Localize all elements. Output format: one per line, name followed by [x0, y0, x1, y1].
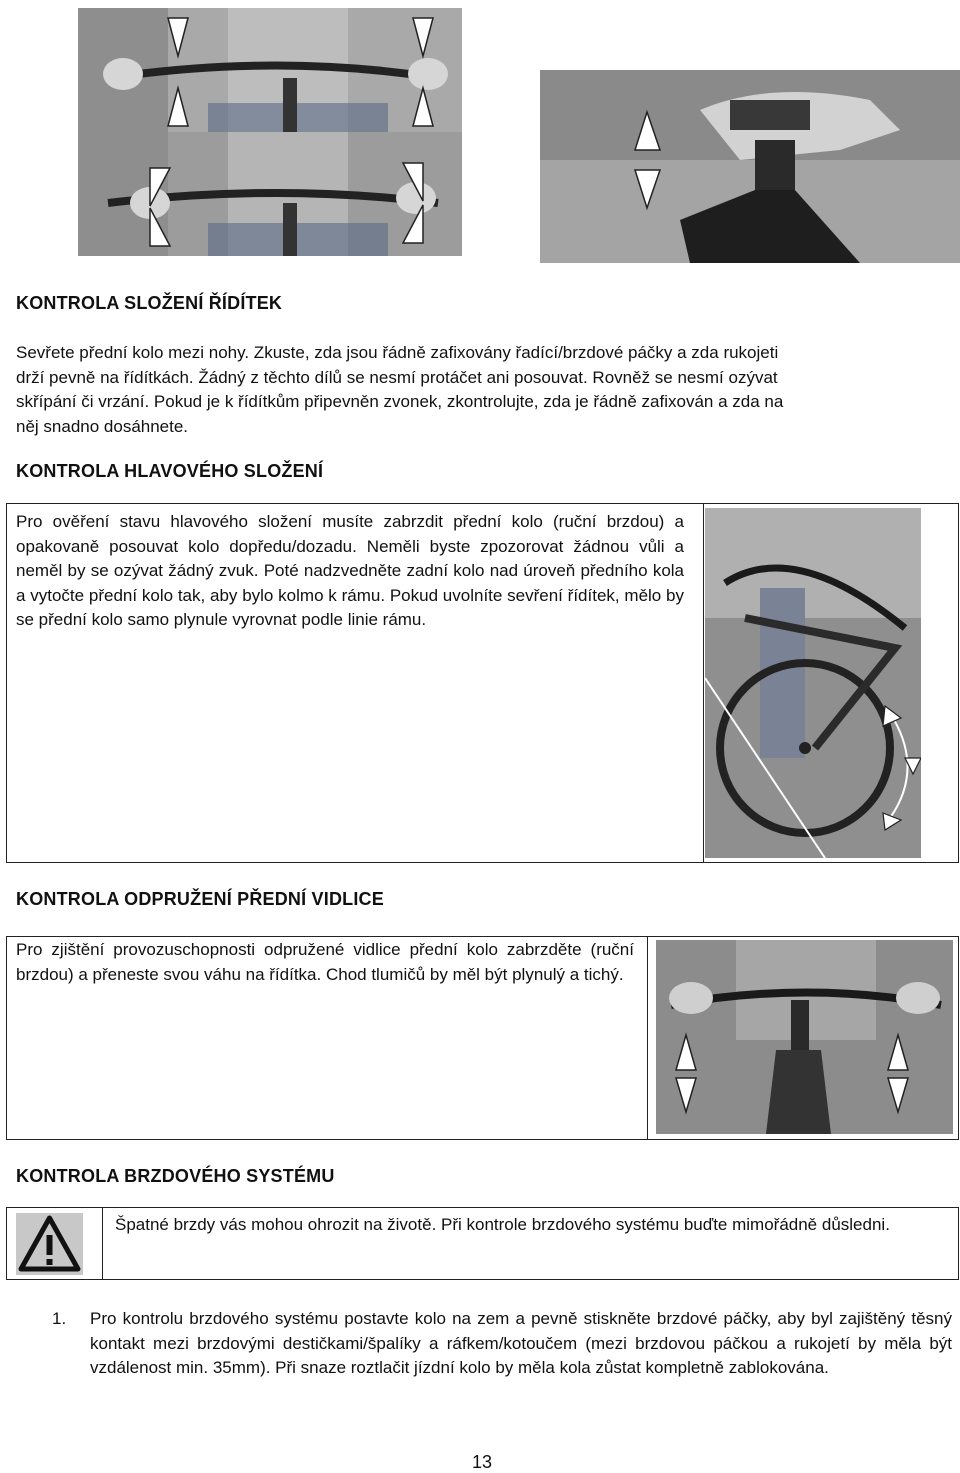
- brake-steps-list: [16, 1307, 956, 1381]
- photo-handlebar-grip: [78, 8, 462, 256]
- fork-text-cell: [7, 937, 648, 1139]
- text-line: drží pevně na řídítkách. Žádný z těchto dílů se nesmí protáčet ani posouvat. Rovněž se nesmí ozývat: [16, 367, 778, 387]
- warning-text-cell: [104, 1208, 958, 1279]
- text-line: skřípání či vrzání. Pokud je k řídítkům připevněn zvonek, zkontrolujte, zda je řádně zafixován a zda na: [16, 392, 784, 411]
- photo-headset-check: [705, 508, 921, 858]
- headset-box: [6, 503, 959, 863]
- brake-warning-text: Špatné brzdy vás mohou ohrozit na životě. Při kontrole brzdového systému buďte mimořádně důsledni.: [115, 1215, 890, 1234]
- heading-brakes: KONTROLA BRZDOVÉHO SYSTÉMU: [16, 1166, 335, 1186]
- list-item-text: Pro kontrolu brzdového systému postavte kolo na zem a pevně stiskněte brzdové páčky, aby byl zajištěný těsný kontakt mezi brzdovými destičkami/špalíky a ráfkem/kotoučem (mezi brzdovou páčkou a rukojetí by měla být vzdálenost min. 35mm). Při snaze roztlačit jízdní kolo by měla kola zůstat kompletně zablokována.: [90, 1309, 952, 1377]
- page-number: 13: [472, 1452, 493, 1472]
- headset-paragraph: Pro ověření stavu hlavového složení musíte zabrzdit přední kolo (ruční brzdou) a opakovaně posouvat kolo dopředu/dozadu. Neměli byste zpozorovat žádnou vůli a neměl by se ozývat žádný zvuk. Poté nadzvedněte zadní kolo nad úroveň předního kola a vytočte přední kolo tak, aby bylo kolmo k rámu. Pokud uvolníte sevření řídítek, mělo by se přední kolo samo plynule vyrovnat podle linie rámu.: [16, 512, 684, 629]
- warning-triangle-icon: [16, 1213, 83, 1275]
- heading-headset: KONTROLA HLAVOVÉHO SLOŽENÍ: [16, 461, 324, 481]
- text-line: něj snadno dosáhnete.: [16, 416, 189, 436]
- headset-text-cell: [7, 504, 704, 862]
- list-item-number: 1.: [52, 1309, 67, 1328]
- brake-warning-box: [6, 1207, 959, 1280]
- list-item: [16, 1307, 956, 1381]
- heading-handlebar: KONTROLA SLOŽENÍ ŘÍDÍTEK: [16, 293, 283, 313]
- heading-fork: KONTROLA ODPRUŽENÍ PŘEDNÍ VIDLICE: [16, 889, 384, 909]
- photo-stem-check: [540, 70, 960, 263]
- fork-box: [6, 936, 959, 1140]
- text-line: Sevřete přední kolo mezi nohy. Zkuste, zda jsou řádně zafixovány řadící/brzdové páčky a zda rukojeti: [16, 343, 779, 362]
- photo-fork-check: [656, 940, 953, 1134]
- warning-icon-cell: [7, 1208, 103, 1279]
- fork-paragraph: Pro zjištění provozuschopnosti odpružené vidlice přední kolo zabrzděte (ruční brzdou) a přeneste svou váhu na řídítka. Chod tlumičů by měl být plynulý a tichý.: [16, 940, 634, 984]
- handlebar-paragraph: [16, 341, 956, 439]
